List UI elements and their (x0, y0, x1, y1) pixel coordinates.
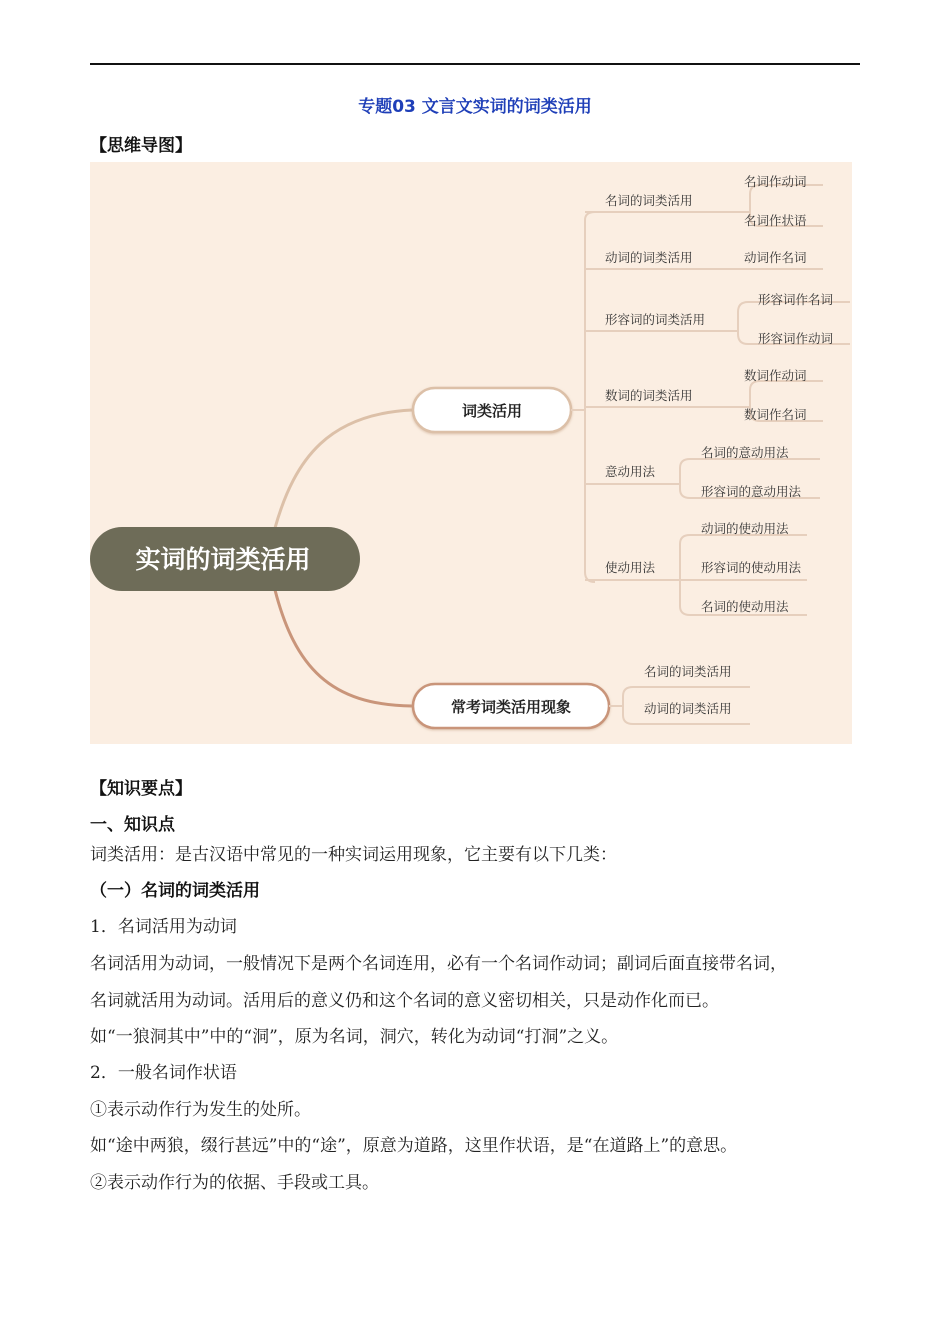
item-label: 形容词作动词 (758, 331, 834, 346)
example-paragraph: 如“一狼洞其中”中的“洞”，原为名词，洞穴，转化为动词“打洞”之义。 (90, 1027, 619, 1047)
item-label: 动词的词类活用 (644, 701, 732, 716)
group-label-noun: 名词的词类活用 (605, 193, 693, 208)
group-label-numeral: 数词的词类活用 (605, 388, 693, 403)
group-label-putative: 意动用法 (605, 464, 656, 479)
item-label: 动词的使动用法 (701, 521, 789, 536)
mindmap-heading: 【思维导图】 (90, 136, 192, 156)
knowledge-heading: 【知识要点】 (90, 779, 192, 799)
item-label: 名词的词类活用 (644, 664, 732, 679)
item-label: 名词作动词 (744, 174, 807, 189)
item-label: 数词作名词 (744, 407, 807, 422)
intro-paragraph: 词类活用：是古汉语中常见的一种实词运用现象，它主要有以下几类： (90, 845, 617, 865)
item-label: 动词作名词 (744, 250, 807, 265)
connector-root-branch1 (275, 410, 412, 528)
item-label: 名词作状语 (744, 213, 807, 228)
item-label: 形容词的使动用法 (701, 560, 802, 575)
group-label-causative: 使动用法 (605, 560, 656, 575)
item-label: 名词的使动用法 (701, 599, 789, 614)
group-label-verb: 动词的词类活用 (605, 250, 693, 265)
example-paragraph: 如“途中两狼，缀行甚远”中的“途”，原意为道路，这里作状语，是“在道路上”的意思。 (90, 1136, 738, 1156)
paragraph: ①表示动作行为发生的处所。 (90, 1100, 311, 1120)
paragraph: 名词活用为动词，一般情况下是两个名词连用，必有一个名词作动词；副词后面直接带名词， (90, 954, 787, 974)
mind-map (90, 162, 852, 744)
item-label: 名词的意动用法 (701, 445, 789, 460)
mind-map-canvas (90, 162, 852, 744)
item-heading: 1．名词活用为动词 (90, 917, 237, 937)
group-label-adjective: 形容词的词类活用 (605, 312, 706, 327)
header-rule (90, 63, 860, 65)
paragraph: ②表示动作行为的依据、手段或工具。 (90, 1173, 379, 1193)
paragraph: 名词就活用为动词。活用后的意义仍和这个名词的意义密切相关，只是动作化而已。 (90, 991, 719, 1011)
item-label: 形容词的意动用法 (701, 484, 802, 499)
item-heading: 2．一般名词作状语 (90, 1063, 237, 1083)
branch-label-word-class: 词类活用 (461, 402, 523, 420)
item-label: 形容词作名词 (758, 292, 834, 307)
section-heading: 一、知识点 (90, 815, 175, 835)
branch1-spine (585, 212, 595, 582)
branch-label-common: 常考词类活用现象 (450, 698, 572, 716)
document-title: 专题03 文言文实词的词类活用 (358, 97, 592, 117)
item-label: 数词作动词 (744, 368, 807, 383)
subsection-heading: （一）名词的词类活用 (90, 881, 260, 901)
connector-root-branch2 (275, 590, 412, 706)
root-label: 实词的词类活用 (135, 545, 311, 574)
